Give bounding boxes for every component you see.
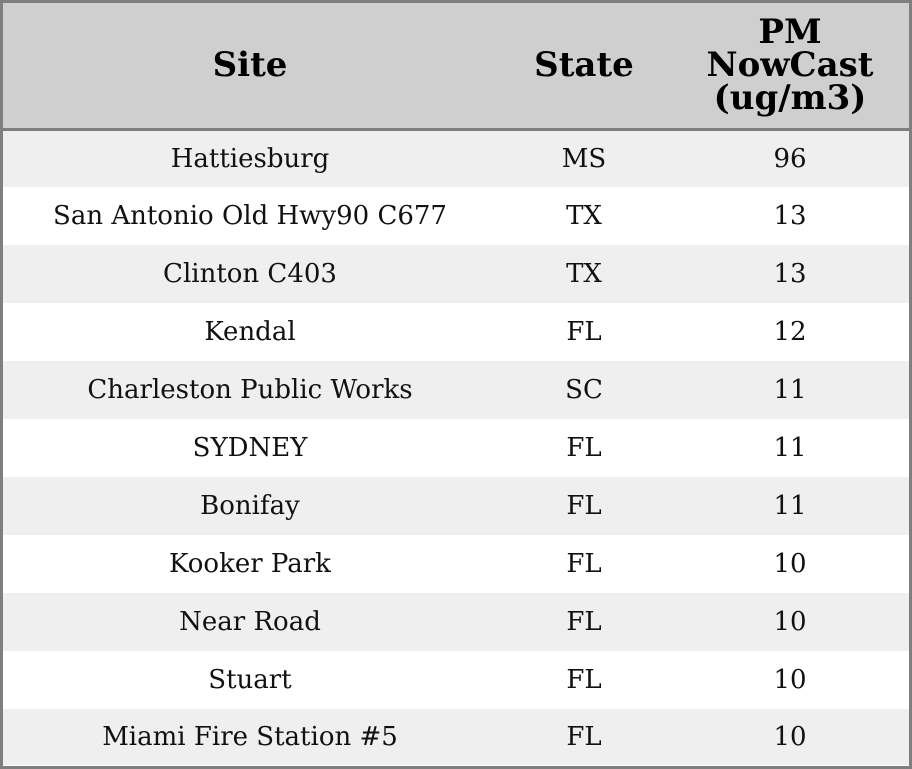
cell-pm-nowcast: 10 <box>773 607 807 637</box>
cell-site: Kendal <box>204 317 296 347</box>
table-row <box>3 709 909 765</box>
column-header-pm-line-1: PM <box>758 11 822 52</box>
table-row <box>3 245 909 303</box>
table-row <box>3 477 909 535</box>
cell-site: Miami Fire Station #5 <box>102 722 398 752</box>
cell-state: FL <box>566 665 602 695</box>
cell-state: FL <box>566 317 602 347</box>
column-header-pm-line-2: NowCast <box>706 44 874 85</box>
table-body <box>3 129 909 765</box>
cell-site: Kooker Park <box>169 549 331 579</box>
cell-state: FL <box>566 433 602 463</box>
cell-pm-nowcast: 96 <box>773 143 807 174</box>
cell-pm-nowcast: 13 <box>773 259 807 289</box>
cell-state: TX <box>566 259 602 289</box>
cell-site: Hattiesburg <box>170 143 330 174</box>
cell-pm-nowcast: 11 <box>773 491 807 521</box>
cell-pm-nowcast: 11 <box>773 375 807 405</box>
table-row <box>3 187 909 245</box>
column-header-site <box>3 3 497 129</box>
pm-nowcast-table <box>3 3 909 765</box>
cell-site: Stuart <box>208 665 292 695</box>
column-header-site-line: Site <box>212 44 288 85</box>
cell-pm-nowcast: 12 <box>773 317 807 347</box>
table-row <box>3 535 909 593</box>
column-header-state <box>497 3 671 129</box>
table-row <box>3 361 909 419</box>
table-row <box>3 303 909 361</box>
column-header-pm-nowcast <box>671 3 909 129</box>
table-row <box>3 129 909 187</box>
cell-state: FL <box>566 607 602 637</box>
cell-site: Clinton C403 <box>163 259 337 289</box>
column-header-state-line: State <box>534 44 634 85</box>
cell-state: FL <box>566 491 602 521</box>
table-header-row <box>3 3 909 129</box>
cell-pm-nowcast: 10 <box>773 665 807 695</box>
cell-state: SC <box>565 375 603 405</box>
cell-site: Near Road <box>179 607 321 637</box>
cell-pm-nowcast: 10 <box>773 549 807 579</box>
table-row <box>3 593 909 651</box>
cell-state: TX <box>566 201 602 231</box>
cell-pm-nowcast: 10 <box>773 722 807 752</box>
cell-pm-nowcast: 13 <box>773 201 807 231</box>
cell-pm-nowcast: 11 <box>773 433 807 463</box>
cell-site: Charleston Public Works <box>87 375 413 405</box>
cell-site: San Antonio Old Hwy90 C677 <box>53 201 447 231</box>
column-header-pm-line-3: (ug/m3) <box>713 77 867 118</box>
cell-site: SYDNEY <box>192 433 308 463</box>
cell-state: FL <box>566 549 602 579</box>
cell-state: MS <box>561 143 607 174</box>
table-row <box>3 651 909 709</box>
cell-site: Bonifay <box>200 491 300 521</box>
cell-state: FL <box>566 722 602 752</box>
table-row <box>3 419 909 477</box>
